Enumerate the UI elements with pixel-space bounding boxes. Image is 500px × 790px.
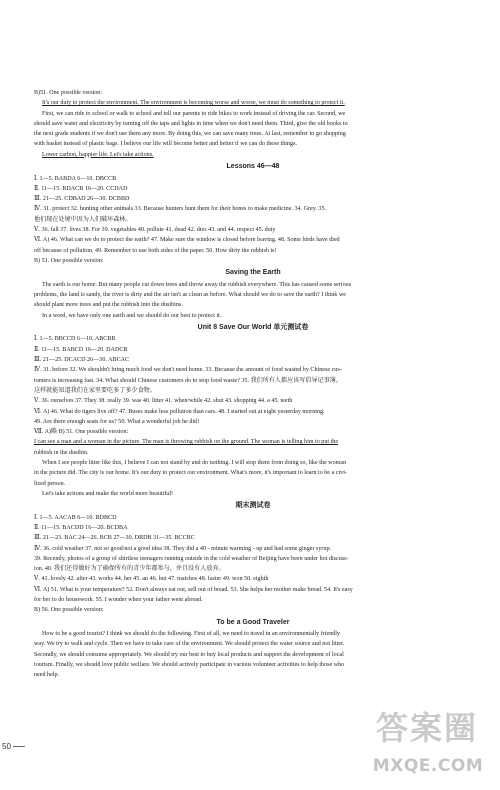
page-number-rule (13, 746, 25, 747)
text-line: Ⅵ. A) 46. What do tigers live off? 47. Buses make less pollution than cars. 48. I started out at eight yesterday morning. (34, 408, 325, 415)
text-line: B) 56. One possible version: (34, 607, 104, 614)
underlined-text: It's our duty to protect the environment. The environment is becoming worse and worse, we must do something to protect it. (42, 100, 345, 107)
text-line: Ⅱ. 11—15. BACDD 16—20. BCDBA (34, 524, 128, 531)
underlined-text: I can see a man and a woman in the picture. The man is throwing rubbish on the ground. The woman is telling him to put the (34, 439, 339, 446)
text-line: The earth is our home. But many people cut down trees and throw away the rubbish everywhere. This has caused some serious (42, 281, 352, 288)
text-line: How to be a good tourist? I think we should do the following. First of all, we need to travel in an environmentally friendly (42, 631, 341, 638)
text-line: Ⅰ. 1—5. BBCCD 6—10. ABCBB (34, 336, 116, 343)
text-line: Ⅶ. A)略 B) 51. One possible version: (34, 429, 129, 436)
text-line: rubbish in the dustbin. (34, 449, 89, 456)
text-line: the next grade students if we don't use them any more. By doing this, we can save many trees. At last, remember to go shopping (34, 131, 346, 138)
text-line: 这样就能知道我们在家里要吃多了多少食物。 (34, 387, 156, 394)
text-line: should plant more trees and put the rubbish into the dustbins. (34, 302, 183, 309)
text-line: Ⅱ. 11—15. BABCD 16—20. DADCB (34, 346, 128, 353)
text-line: Ⅱ. 11—15. BDACB 16—20. CCDAD (34, 185, 128, 192)
watermark-url: MXQE.COM (372, 756, 484, 776)
text-line: should save water and electricity by turning off the taps and lights in time when we don't need them. Third, give the old books to (34, 120, 348, 127)
text-line: Secondly, we should consume appropriately. We should try our best to buy local products and support the development of local (34, 651, 344, 658)
answer-page-body (34, 88, 472, 681)
text-line: Ⅲ. 21—25. CDBAD 26—30. DCBBD (34, 196, 130, 203)
text-line: Let's take actions and make the world more beautiful! (42, 490, 174, 497)
text-line: with basket instead of plastic bags. I believe our life will become better and better if we can do these things. (34, 141, 297, 148)
text-line: need help. (34, 672, 60, 679)
text-line: First, we can ride to school or walk to school and tell our parents to ride bikes to work instead of driving the car. Second, we (42, 110, 346, 117)
text-line: Ⅳ. 36. cold weather 37. not so good/not a good idea 38. They did a 40 - minute warming - up and had some ginger syrup. (34, 545, 332, 552)
text-line: Ⅵ. A) 51. What is your temperature? 52. Don't always eat out, sell out of bread. 53. She helps her mother make bread. 54. It's easy (34, 586, 353, 593)
text-line: Ⅵ. A) 46. What can we do to protect the earth? 47. Make sure the window is closed before leaving. 48. Some birds have died (34, 237, 340, 244)
text-line: B)51. One possible version: (34, 90, 103, 96)
text-line: In a word, we have only one earth and we should do our best to protect it. (42, 312, 222, 319)
text-line: When I see people litter like this, I believe I can not stand by and do nothing. I will stop them from doing so, like the woman (42, 460, 347, 466)
text-line: Ⅰ. 1—5. AACAB 6—10. BDBCD (34, 514, 117, 521)
text-line (34, 98, 472, 108)
text-line: way. We try to walk and cycle. Then we have to take care of the environment. We should protect the water source and not litter. (34, 641, 345, 648)
underlined-text: Lower carbon, happier life. Let's take actions. (42, 151, 154, 158)
text-line: tourism. Finally, we should love public welfare. We should actively participate in various volunteer activities to help those who (34, 662, 345, 669)
text-line: ion. 40. 我们还得做好为了确保所有的青少年都参与，并且没有人放弃。 (34, 566, 225, 573)
text-line: Ⅰ. 1—5. BABDA 6—10. DBCCB (34, 175, 117, 182)
text-line: 他们现在处境中因为人们破坏森林。 (34, 216, 132, 223)
text-line: off because of pollution. 49. Remember to use both sides of the paper. 50. How dirty the rubbish is! (34, 247, 277, 254)
text-line: Ⅲ. 21—23. BAC 24—26. BCB 27—30. DRDB 31—35. BCCBC (34, 535, 195, 542)
section-heading: Unit 8 Save Our World 单元测试卷 (197, 323, 309, 331)
page-number-text: 50 (2, 742, 11, 751)
text-line: problems, the land is sandy, the river is dirty and the air isn't as clean as before. What should we do to save the earth? I think we (34, 292, 346, 299)
text-line: tomers is increasing fast. 34. What should Chinese customers do to stop food waste? 35. 我们所有人都应该写倡导记事簿， (34, 377, 342, 384)
section-heading: To be a Good Traveler (216, 618, 290, 626)
watermark-logo (360, 700, 496, 784)
text-line: Ⅲ. 21—25. DCACD 26—30. ABCAC (34, 357, 130, 364)
watermark-seal: 答案圈 (375, 709, 478, 747)
section-heading: 期末测试卷 (235, 502, 271, 510)
text-line: 39. Recently, photos of a group of shirtless teenagers running outside in the cold weather of Beijing have been under hot discuss- (34, 555, 349, 562)
text-line: Ⅴ. 36. ourselves 37. They 38. really 39. was 40. litter 41. when/while 42. shut 43. shopping 44. a 45. teeth (34, 398, 293, 405)
section-heading: Saving the Earth (225, 269, 281, 277)
text-line: in the picture did. The city is our home. It's our duty to protect our environment. What's more, it's important to learn to be a civi- (34, 470, 347, 477)
text-line (34, 437, 472, 447)
section-heading: Lessons 46—48 (226, 163, 280, 171)
page-number (2, 742, 25, 751)
text-line (34, 150, 472, 160)
text-line: Ⅴ. 36. fall 37. lives 38. For 39. vegetables 40. pollute 41. dead 42. dies 43. and 44. respect 45. duty (34, 227, 276, 234)
text-line: Ⅳ. 31. before 32. We shouldn't bring much food we don't need home. 33. Because the amount of food wasted by Chinese cus- (34, 367, 342, 374)
text-line: for her to do housework. 55. I wonder when your father went abroad. (34, 597, 203, 604)
text-line: Ⅴ. 41. lovely 42. after 43. works 44. her 45. an 46. but 47. matches 48. faster 49. won 50. eighth (34, 576, 269, 583)
text-line: B) 51. One possible version: (34, 257, 104, 264)
text-line: 49. Are there enough seats for us? 50. What a wonderful job he did! (34, 418, 200, 425)
text-line: Ⅳ. 31. protect 32. hunting other animals 33. Because hunters hunt them for their bones to make medicine. 34. Grey. 35. (34, 206, 327, 213)
text-line: lized person. (34, 480, 66, 487)
